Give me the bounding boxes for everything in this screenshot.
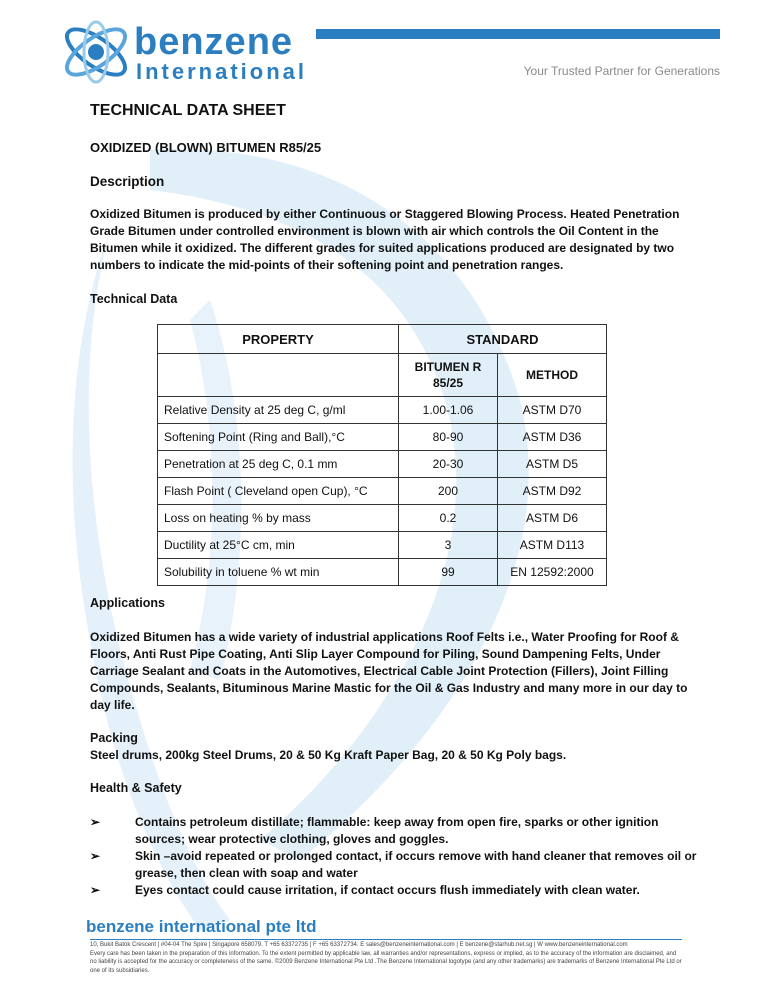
value-cell: 20-30 (399, 451, 498, 478)
logo-wordmark: benzene (134, 21, 294, 63)
empty-cell (158, 354, 399, 397)
table-row (158, 505, 607, 532)
footer-company-name: benzene international pte ltd (86, 917, 317, 936)
col-method-header: METHOD (498, 354, 607, 397)
method-cell: ASTM D5 (498, 451, 607, 478)
table-row (158, 397, 607, 424)
method-cell: ASTM D113 (498, 532, 607, 559)
footer-text (90, 941, 682, 975)
value-cell: 80-90 (399, 424, 498, 451)
col-property-header: PROPERTY (158, 325, 399, 354)
col-grade-header: BITUMEN R 85/25 (399, 354, 498, 397)
list-item-text: Eyes contact could cause irritation, if contact occurs flush immediately with clean water. (135, 883, 640, 897)
list-item (90, 814, 710, 848)
property-cell: Relative Density at 25 deg C, g/ml (158, 397, 399, 424)
table-row (158, 424, 607, 451)
footer-divider (90, 939, 682, 940)
property-cell: Ductility at 25°C cm, min (158, 532, 399, 559)
table-row (158, 451, 607, 478)
health-safety-list (90, 814, 710, 899)
property-cell: Solubility in toluene % wt min (158, 559, 399, 586)
table-header-row (158, 325, 607, 354)
company-logo (58, 12, 308, 90)
description-text: Oxidized Bitumen is produced by either Continuous or Staggered Blowing Process. Heated Penetration Grade Bitumen under controlled environment is blown with air which controls the Oil Content in the Bitumen while it oxidized. The different grades for suited applications produced are designated by two numbers to indicate the mid-points of their softening point and penetration ranges. (90, 207, 680, 272)
logo-subtitle: International (136, 59, 308, 84)
property-cell: Flash Point ( Cleveland open Cup), °C (158, 478, 399, 505)
footer-address: 10, Bukit Batok Crescent | #04-04 The Spire | Singapore 658079. T +65 63372735 | F +65 63372734. E sales@benzeneinternational.com | E benzene@starhub.net.sg | W www.benzeneinternational.com (90, 942, 628, 948)
list-item-text: Skin –avoid repeated or prolonged contact, if occurs remove with hand cleaner that removes oil or grease, then clean with soap and water (135, 849, 697, 880)
packing-heading: Packing (90, 731, 138, 745)
description-heading: Description (90, 174, 165, 189)
applications-text: Oxidized Bitumen has a wide variety of industrial applications Roof Felts i.e., Water Proofing for Roof & Floors, Anti Rust Pipe Coating, Anti Slip Layer Compound for Piling, Sound Dampening Felts, Under Carriage Sealant and Coats in the Automotives, Electrical Cable Joint Protection (Fillers), Joint Filling Compounds, Sealants, Bituminous Marine Mastic for the Oil & Gas Industry and many more in our day to day life. (90, 630, 688, 712)
value-cell: 1.00-1.06 (399, 397, 498, 424)
bullet-arrow-icon: ➢ (90, 883, 101, 897)
method-cell: ASTM D36 (498, 424, 607, 451)
table-row (158, 478, 607, 505)
tagline: Your Trusted Partner for Generations (523, 64, 720, 78)
value-cell: 200 (399, 478, 498, 505)
document-title: TECHNICAL DATA SHEET (90, 102, 286, 119)
table-body (158, 397, 607, 586)
list-item-text: Contains petroleum distillate; flammable: keep away from open fire, sparks or other ignition sources; wear protective clothing, gloves and goggles. (135, 815, 659, 846)
value-cell: 99 (399, 559, 498, 586)
value-cell: 0.2 (399, 505, 498, 532)
bullet-arrow-icon: ➢ (90, 849, 101, 863)
method-cell: EN 12592:2000 (498, 559, 607, 586)
table-row (158, 559, 607, 586)
method-cell: ASTM D70 (498, 397, 607, 424)
property-cell: Penetration at 25 deg C, 0.1 mm (158, 451, 399, 478)
method-cell: ASTM D92 (498, 478, 607, 505)
col-standard-header: STANDARD (399, 325, 607, 354)
footer-disclaimer: Every care has been taken in the preparation of this information. To the extent permitted by applicable law, all warranties and/or representations, express or implied, as to the accuracy of the information are disclaimed, and no liability is accepted for the accuracy or completeness of the same. ©2009 Benzene International Pte Ltd .The Benzene International logotype (and any other trademarks) are trademarks of Benzene International Pte Ltd or one of its subsidiaries. (90, 950, 682, 974)
list-item (90, 882, 710, 899)
logo-atom-icon (58, 12, 138, 90)
health-safety-heading: Health & Safety (90, 781, 182, 795)
list-item (90, 848, 710, 882)
table-row (158, 532, 607, 559)
property-cell: Softening Point (Ring and Ball),°C (158, 424, 399, 451)
bullet-arrow-icon: ➢ (90, 815, 101, 829)
method-cell: ASTM D6 (498, 505, 607, 532)
packing-text: Steel drums, 200kg Steel Drums, 20 & 50 Kg Kraft Paper Bag, 20 & 50 Kg Poly bags. (90, 748, 567, 762)
technical-data-heading: Technical Data (90, 292, 178, 306)
header-bar (316, 29, 720, 39)
value-cell: 3 (399, 532, 498, 559)
property-cell: Loss on heating % by mass (158, 505, 399, 532)
applications-heading: Applications (90, 596, 166, 610)
technical-data-table (157, 324, 607, 586)
product-name: OXIDIZED (BLOWN) BITUMEN R85/25 (90, 140, 322, 155)
table-subheader-row (158, 354, 607, 397)
